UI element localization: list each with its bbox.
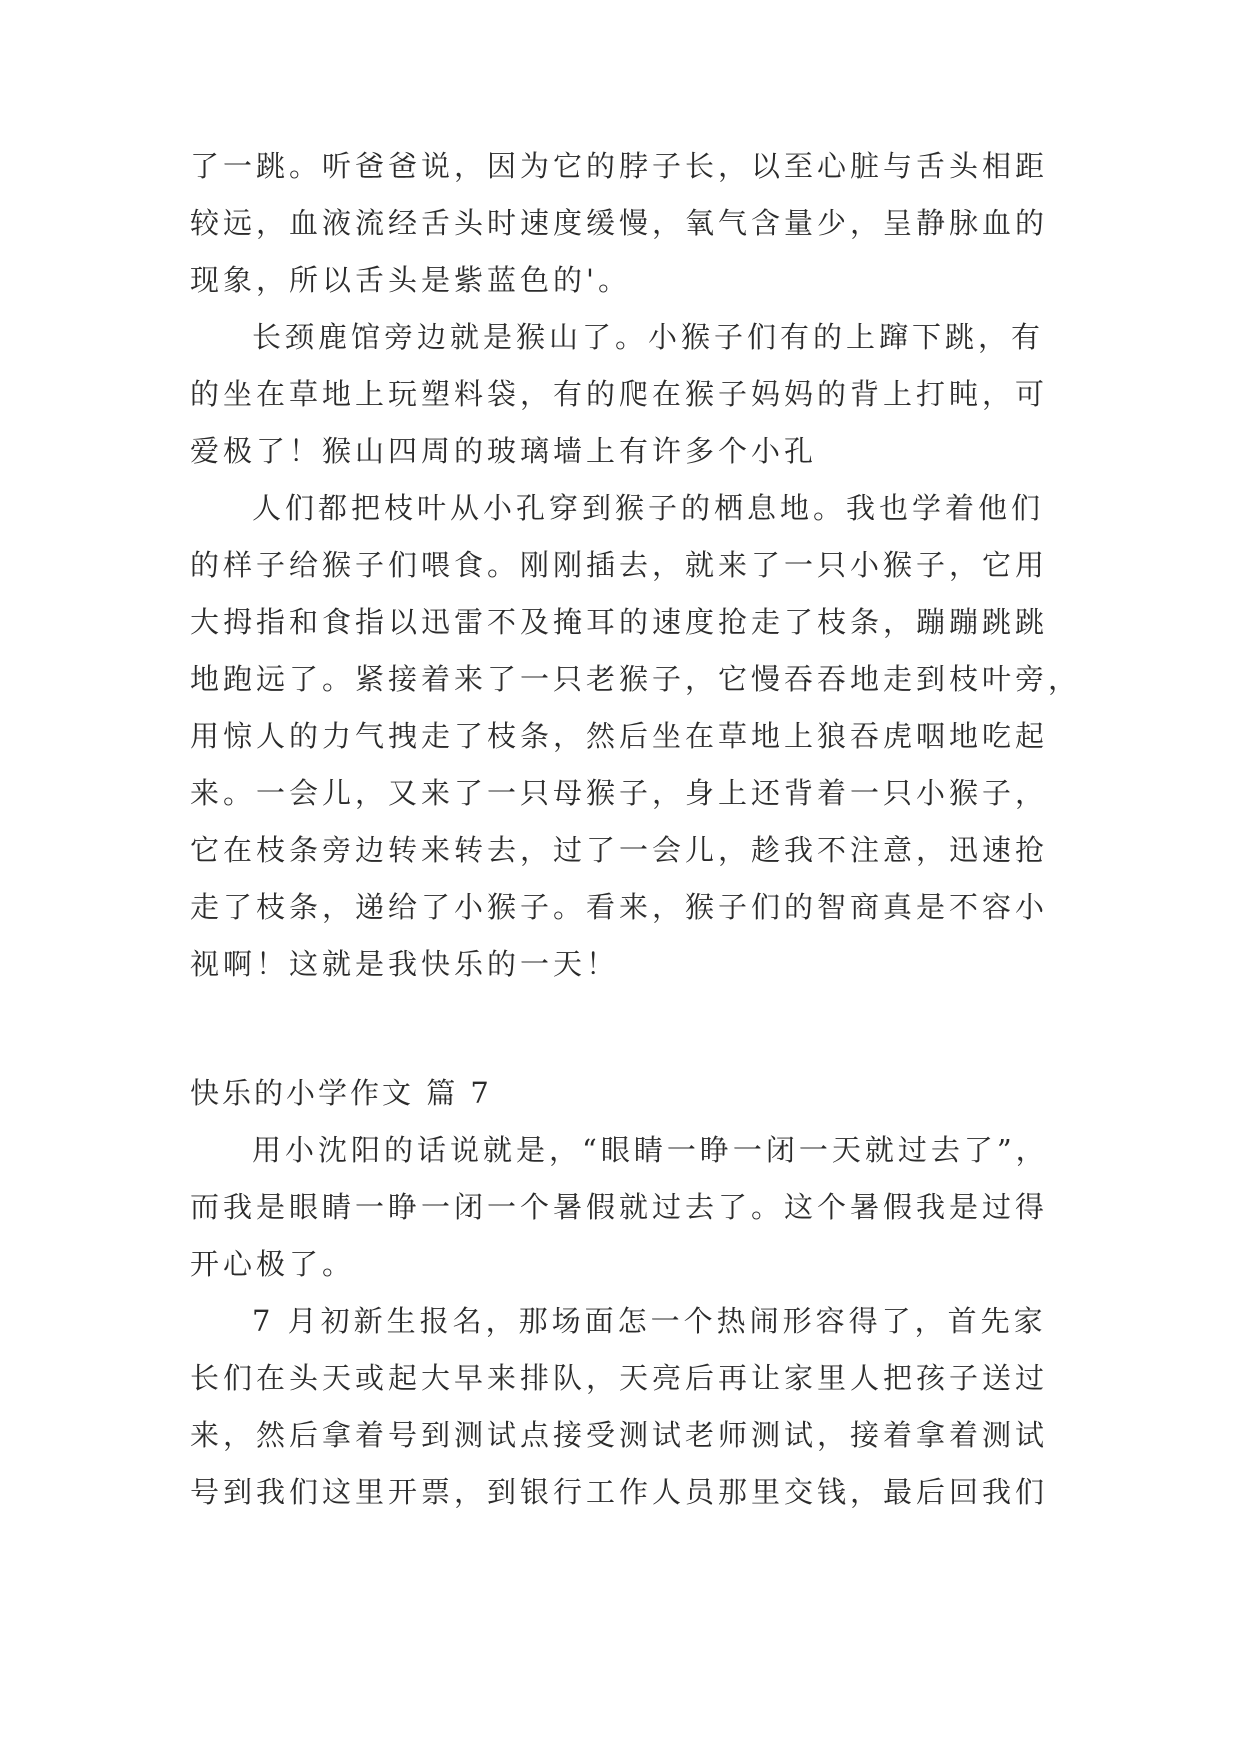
- paragraph-line: 较远，血液流经舌头时速度缓慢，氧气含量少，呈静脉血的: [190, 206, 1049, 240]
- paragraph-line: 大拇指和食指以迅雷不及掩耳的速度抢走了枝条，蹦蹦跳跳: [190, 605, 1049, 639]
- paragraph-line: 长颈鹿馆旁边就是猴山了。小猴子们有的上蹿下跳，有: [252, 320, 1045, 354]
- paragraph-line: 现象，所以舌头是紫蓝色的'。: [190, 263, 631, 297]
- paragraph-line: 开心极了。: [190, 1247, 356, 1281]
- paragraph-line: 的坐在草地上玩塑料袋，有的爬在猴子妈妈的背上打盹，可: [190, 377, 1049, 411]
- paragraph-line: 来，然后拿着号到测试点接受测试老师测试，接着拿着测试: [190, 1418, 1049, 1452]
- paragraph-line: 7 月初新生报名，那场面怎一个热闹形容得了，首先家: [252, 1304, 1047, 1338]
- paragraph-line: 爱极了！猴山四周的玻璃墙上有许多个小孔: [190, 434, 818, 468]
- paragraph-line: 而我是眼睛一睁一闭一个暑假就过去了。这个暑假我是过得: [190, 1190, 1049, 1224]
- section-heading: 快乐的小学作文 篇 7: [190, 1076, 492, 1110]
- paragraph-line: 人们都把枝叶从小孔穿到猴子的栖息地。我也学着他们: [252, 491, 1045, 525]
- paragraph-line: 走了枝条，递给了小猴子。看来，猴子们的智商真是不容小: [190, 890, 1049, 924]
- paragraph-line: 用惊人的力气拽走了枝条，然后坐在草地上狼吞虎咽地吃起: [190, 719, 1049, 753]
- paragraph-line: 来。一会儿，又来了一只母猴子，身上还背着一只小猴子，: [190, 776, 1049, 810]
- paragraph-line: 视啊！这就是我快乐的一天！: [190, 947, 620, 981]
- paragraph-line: 用小沈阳的话说就是，“眼睛一睁一闭一天就过去了”，: [252, 1133, 1049, 1167]
- paragraph-line: 长们在头天或起大早来排队，天亮后再让家里人把孩子送过: [190, 1361, 1049, 1395]
- paragraph-line: 号到我们这里开票，到银行工作人员那里交钱，最后回我们: [190, 1475, 1049, 1509]
- paragraph-line: 了一跳。听爸爸说，因为它的脖子长，以至心脏与舌头相距: [190, 149, 1049, 183]
- paragraph-line: 它在枝条旁边转来转去，过了一会儿，趁我不注意，迅速抢: [190, 833, 1049, 867]
- paragraph-line: 地跑远了。紧接着来了一只老猴子，它慢吞吞地走到枝叶旁，: [190, 662, 1082, 696]
- paragraph-line: 的样子给猴子们喂食。刚刚插去，就来了一只小猴子，它用: [190, 548, 1049, 582]
